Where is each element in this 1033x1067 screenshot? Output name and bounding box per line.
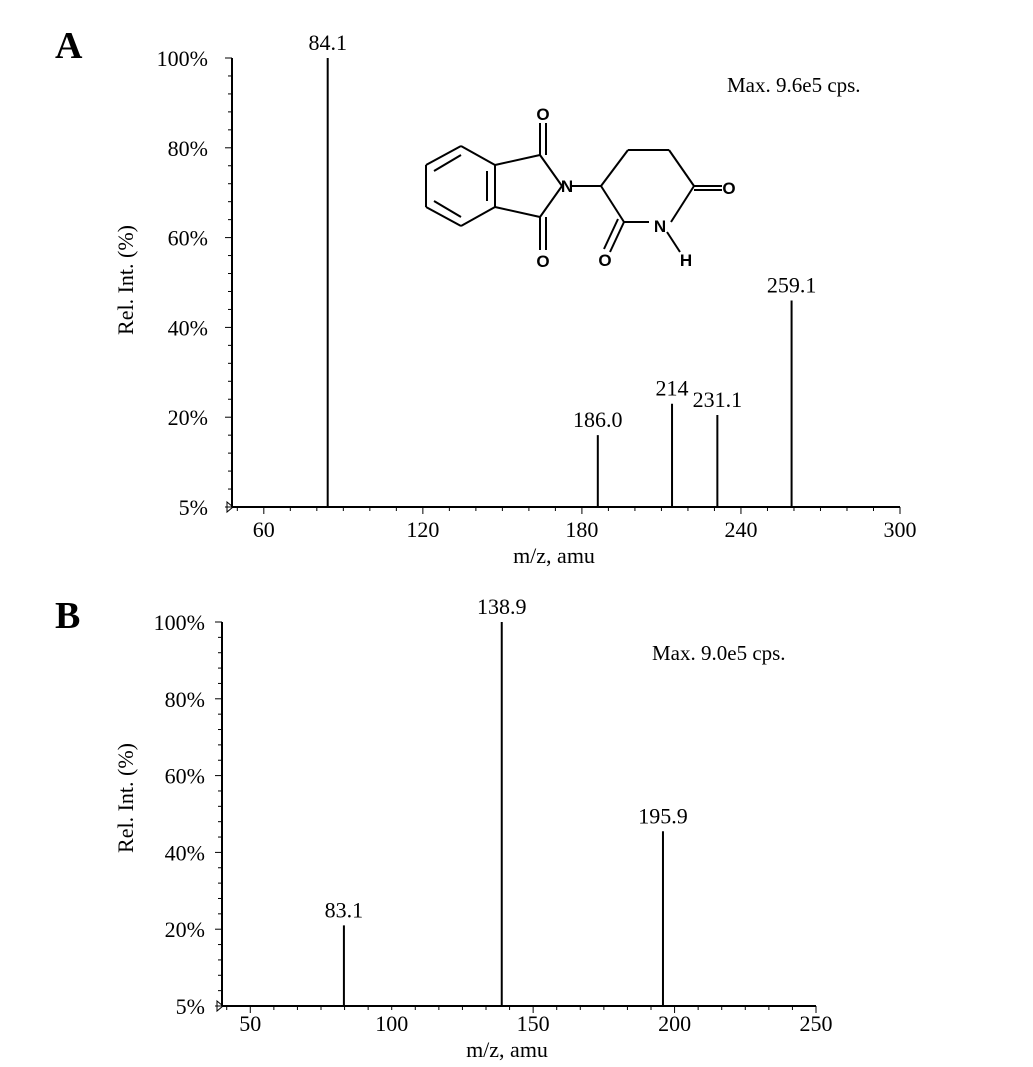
- x-tick-label: 200: [658, 1011, 692, 1036]
- y-tick-label: 20%: [167, 405, 208, 431]
- structure-atom-label: O: [598, 251, 612, 270]
- x-tick-label: 150: [516, 1011, 550, 1036]
- bond: [669, 150, 694, 186]
- structure-atom-label: O: [722, 179, 736, 198]
- x-tick-label: 180: [565, 517, 599, 542]
- peak-label: 84.1: [308, 30, 347, 55]
- x-tick-label: 100: [375, 1011, 409, 1036]
- y-tick-label: 5%: [175, 994, 205, 1019]
- x-tick-label: 240: [724, 517, 758, 542]
- max-intensity-note: Max. 9.6e5 cps.: [727, 73, 861, 97]
- peak-label: 83.1: [324, 897, 364, 923]
- bond: [495, 155, 540, 165]
- x-tick-label: 50: [239, 1011, 262, 1036]
- chemical-structure: [426, 123, 722, 252]
- bond: [540, 155, 562, 186]
- panel-letter: A: [55, 25, 83, 67]
- panel-b: [55, 594, 833, 1062]
- peak-label: 138.9: [476, 594, 527, 619]
- max-intensity-note: Max. 9.0e5 cps.: [652, 641, 786, 665]
- bond: [604, 219, 618, 249]
- structure-atom-label: O: [536, 252, 550, 271]
- peak-label: 186.0: [573, 407, 623, 433]
- y-tick-label: 5%: [178, 495, 208, 520]
- peak-label: 231.1: [692, 386, 743, 412]
- panel-letter: B: [55, 595, 81, 637]
- y-tick-label: 100%: [153, 610, 205, 635]
- bond: [671, 186, 694, 222]
- x-tick-label: 120: [406, 517, 440, 542]
- bond: [426, 207, 461, 226]
- y-axis-title: Rel. Int. (%): [113, 743, 138, 853]
- y-tick-label: 20%: [164, 917, 205, 943]
- panel-a: [55, 25, 917, 568]
- y-tick-label: 60%: [167, 225, 208, 251]
- bond: [667, 232, 680, 252]
- peak-label: 259.1: [766, 272, 817, 298]
- peak-label: 195.9: [638, 803, 688, 829]
- structure-atom-label: O: [536, 105, 550, 124]
- structure-atom-label: N: [653, 217, 667, 236]
- peak-label: 214: [655, 375, 689, 401]
- x-tick-label: 60: [252, 517, 275, 542]
- bond: [461, 146, 495, 165]
- bond: [601, 186, 624, 222]
- bond: [601, 150, 628, 186]
- y-tick-label: 80%: [164, 686, 205, 712]
- y-axis-title: Rel. Int. (%): [113, 225, 138, 335]
- bond: [426, 146, 461, 165]
- structure-atom-label: N: [560, 177, 574, 196]
- y-tick-label: 100%: [156, 46, 208, 71]
- bond: [610, 222, 624, 252]
- x-axis-title: m/z, amu: [466, 1037, 548, 1062]
- bond: [540, 186, 562, 217]
- x-tick-label: 300: [883, 517, 917, 542]
- y-tick-label: 80%: [167, 135, 208, 161]
- x-axis-title: m/z, amu: [513, 543, 595, 568]
- y-tick-label: 40%: [167, 315, 208, 341]
- bond: [495, 207, 540, 217]
- x-tick-label: 250: [799, 1011, 833, 1036]
- bond: [461, 207, 495, 226]
- y-tick-label: 60%: [164, 763, 205, 789]
- structure-atom-label: H: [679, 251, 693, 270]
- y-tick-label: 40%: [164, 840, 205, 866]
